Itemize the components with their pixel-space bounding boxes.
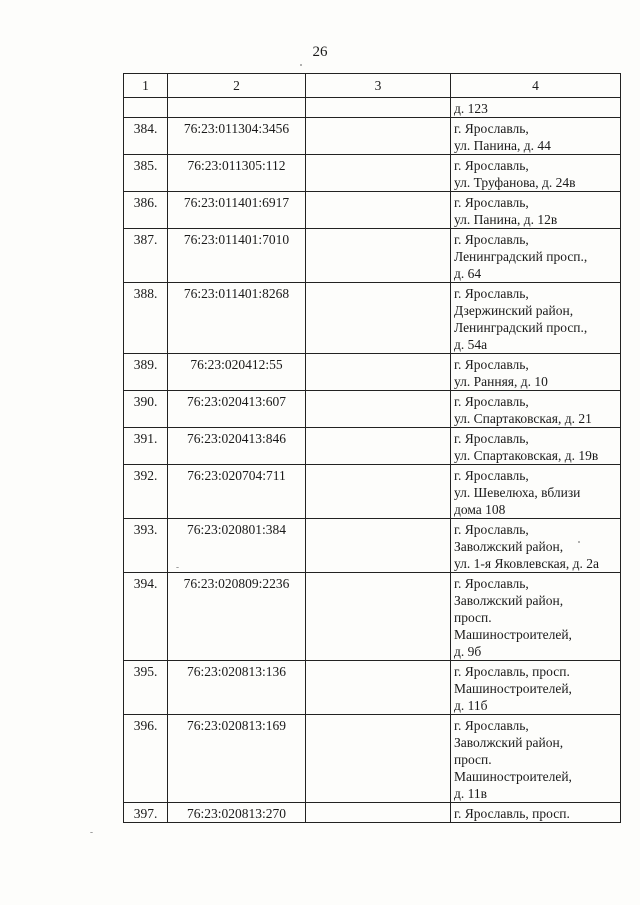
row-number-cell: 387. — [124, 229, 168, 283]
row-number-cell: 392. — [124, 465, 168, 519]
column-3-cell — [306, 98, 451, 118]
row-number-cell: 394. — [124, 573, 168, 661]
address-cell: г. Ярославль, ул. Ранняя, д. 10 — [451, 354, 621, 391]
row-number-cell: 390. — [124, 391, 168, 428]
scan-speck — [90, 832, 93, 833]
page-number: 26 — [312, 44, 328, 60]
column-3-cell — [306, 465, 451, 519]
row-number-cell: 396. — [124, 715, 168, 803]
cadastral-number-cell — [168, 98, 306, 118]
address-cell: г. Ярославль, Заволжский район, ул. 1-я Яковлевская, д. 2а — [451, 519, 621, 573]
scan-speck — [176, 567, 179, 568]
cadastral-number-cell: 76:23:020704:711 — [168, 465, 306, 519]
address-cell: г. Ярославль, просп. — [451, 803, 621, 823]
column-3-cell — [306, 803, 451, 823]
column-3-cell — [306, 283, 451, 354]
table-row — [124, 354, 621, 391]
table-row — [124, 715, 621, 803]
cadastral-number-cell: 76:23:020801:384 — [168, 519, 306, 573]
scan-speck — [578, 541, 580, 543]
table-body — [124, 98, 621, 823]
column-3-cell — [306, 229, 451, 283]
address-cell: г. Ярославль, Дзержинский район, Ленинградский просп., д. 54а — [451, 283, 621, 354]
cadastral-number-cell: 76:23:011304:3456 — [168, 118, 306, 155]
column-header-2: 2 — [168, 74, 306, 98]
scan-speck — [300, 64, 302, 66]
row-number-cell: 386. — [124, 192, 168, 229]
cadastral-number-cell: 76:23:020813:270 — [168, 803, 306, 823]
cadastral-number-cell: 76:23:011401:8268 — [168, 283, 306, 354]
address-cell: г. Ярославль, ул. Шевелюха, вблизи дома 108 — [451, 465, 621, 519]
address-cell: г. Ярославль, Заволжский район, просп. Машиностроителей, д. 9б — [451, 573, 621, 661]
row-number-cell: 391. — [124, 428, 168, 465]
table-row — [124, 661, 621, 715]
address-cell: г. Ярославль, ул. Труфанова, д. 24в — [451, 155, 621, 192]
address-cell: г. Ярославль, ул. Спартаковская, д. 19в — [451, 428, 621, 465]
table-row — [124, 118, 621, 155]
cadastral-number-cell: 76:23:011401:6917 — [168, 192, 306, 229]
address-cell: г. Ярославль, ул. Панина, д. 12в — [451, 192, 621, 229]
address-cell: г. Ярославль, ул. Панина, д. 44 — [451, 118, 621, 155]
table-row — [124, 229, 621, 283]
table-row — [124, 428, 621, 465]
table-row — [124, 573, 621, 661]
table-row — [124, 519, 621, 573]
column-3-cell — [306, 192, 451, 229]
row-number-cell: 389. — [124, 354, 168, 391]
column-3-cell — [306, 391, 451, 428]
column-3-cell — [306, 155, 451, 192]
register-table — [123, 73, 621, 823]
address-cell: д. 123 — [451, 98, 621, 118]
row-number-cell — [124, 98, 168, 118]
cadastral-number-cell: 76:23:011401:7010 — [168, 229, 306, 283]
table-row — [124, 391, 621, 428]
column-3-cell — [306, 715, 451, 803]
address-cell: г. Ярославль, Ленинградский просп., д. 64 — [451, 229, 621, 283]
table-row — [124, 465, 621, 519]
cadastral-number-cell: 76:23:020813:136 — [168, 661, 306, 715]
column-3-cell — [306, 661, 451, 715]
address-cell: г. Ярославль, просп. Машиностроителей, д. 11б — [451, 661, 621, 715]
cadastral-number-cell: 76:23:020412:55 — [168, 354, 306, 391]
address-cell: г. Ярославль, Заволжский район, просп. Машиностроителей, д. 11в — [451, 715, 621, 803]
row-number-cell: 385. — [124, 155, 168, 192]
column-3-cell — [306, 519, 451, 573]
column-3-cell — [306, 428, 451, 465]
cadastral-number-cell: 76:23:020813:169 — [168, 715, 306, 803]
column-header-4: 4 — [451, 74, 621, 98]
row-number-cell: 393. — [124, 519, 168, 573]
cadastral-number-cell: 76:23:020413:607 — [168, 391, 306, 428]
column-3-cell — [306, 118, 451, 155]
row-number-cell: 397. — [124, 803, 168, 823]
cadastral-number-cell: 76:23:011305:112 — [168, 155, 306, 192]
row-number-cell: 384. — [124, 118, 168, 155]
row-number-cell: 395. — [124, 661, 168, 715]
column-header-3: 3 — [306, 74, 451, 98]
column-header-1: 1 — [124, 74, 168, 98]
address-cell: г. Ярославль, ул. Спартаковская, д. 21 — [451, 391, 621, 428]
table-row — [124, 192, 621, 229]
column-3-cell — [306, 354, 451, 391]
table-row — [124, 155, 621, 192]
table-row — [124, 803, 621, 823]
row-number-cell: 388. — [124, 283, 168, 354]
column-3-cell — [306, 573, 451, 661]
table-row — [124, 283, 621, 354]
cadastral-number-cell: 76:23:020413:846 — [168, 428, 306, 465]
table-header-row — [124, 74, 621, 98]
table-row — [124, 98, 621, 118]
cadastral-number-cell: 76:23:020809:2236 — [168, 573, 306, 661]
